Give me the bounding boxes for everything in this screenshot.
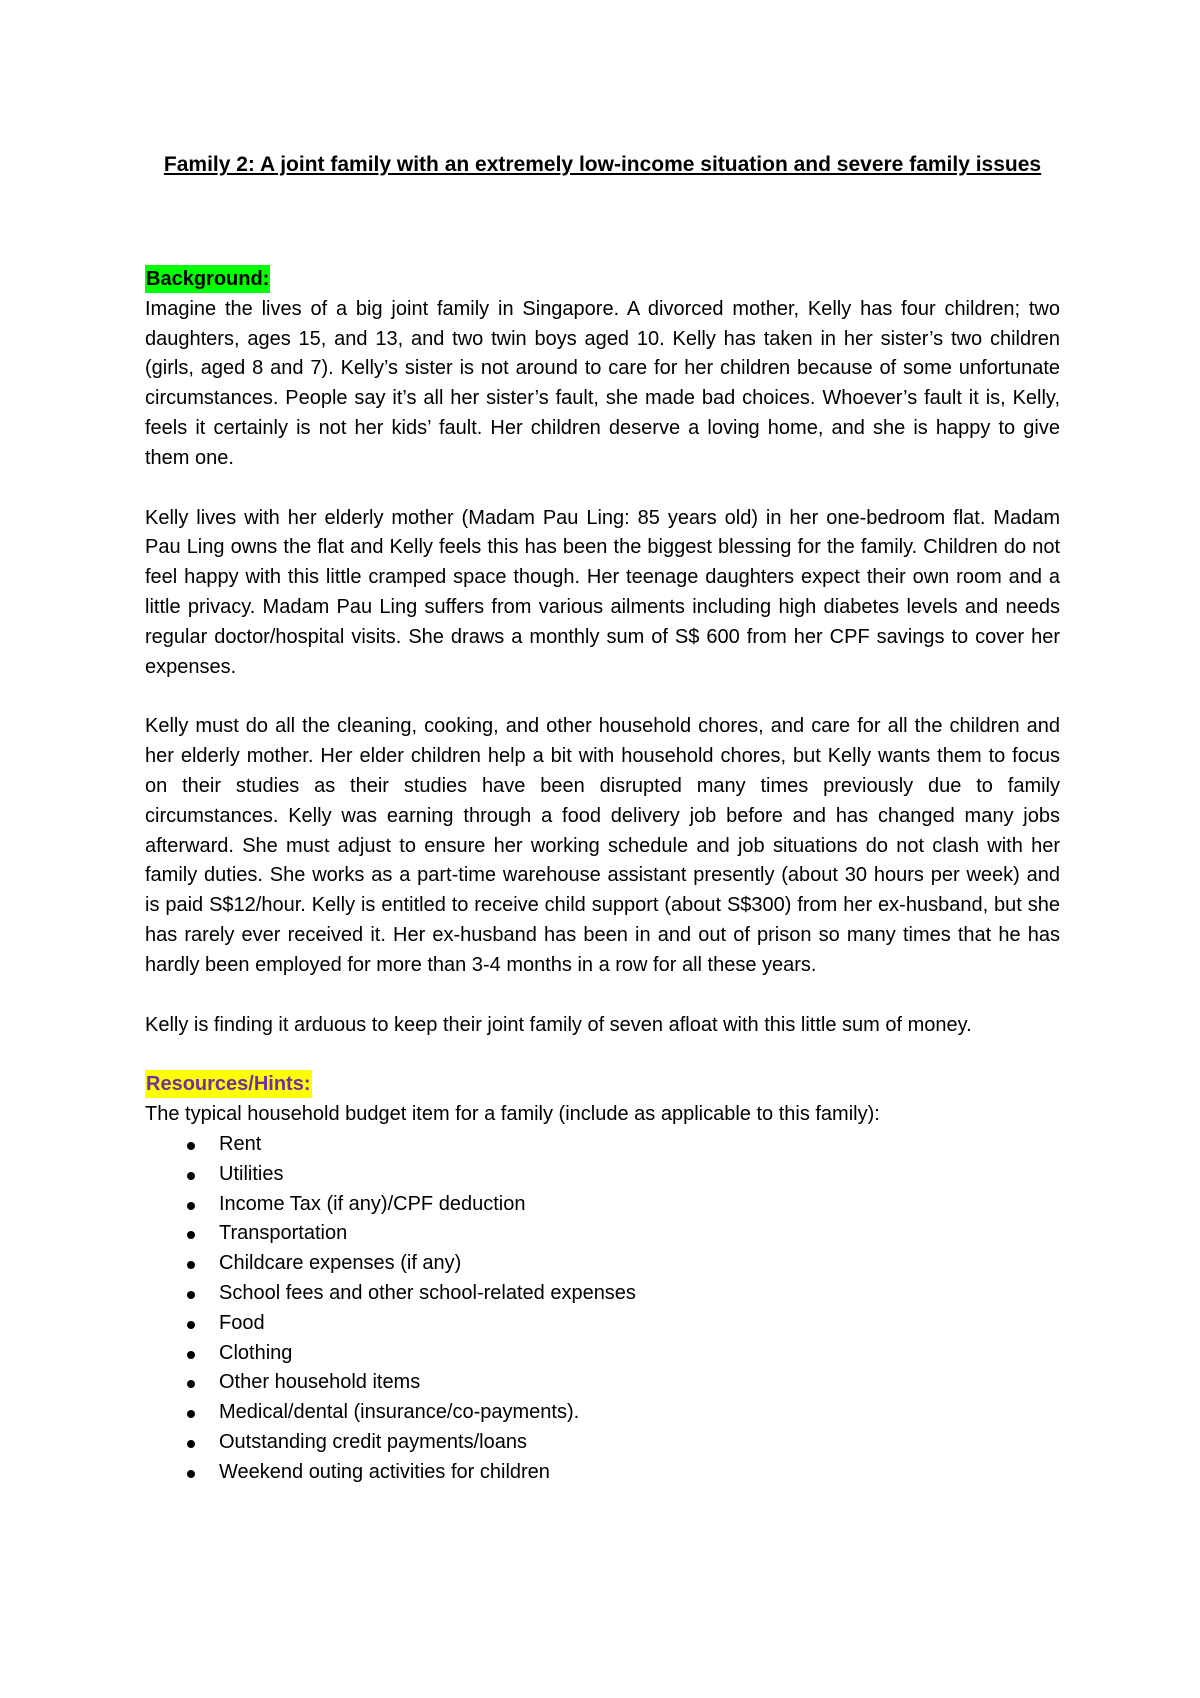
list-item [185, 1428, 1060, 1458]
background-paragraph-2: Kelly lives with her elderly mother (Madam Pau Ling: 85 years old) in her one-bedroom flat. Madam Pau Ling owns the flat and Kelly feels this has been the biggest blessing for the family. Children do not feel happy with this little cramped space though. Her teenage daughters expect their own room and a little privacy. Madam Pau Ling suffers from various ailments including high diabetes levels and needs regular doctor/hospital visits. She draws a monthly sum of S$ 600 from her CPF savings to cover her expenses. [145, 506, 1060, 678]
list-item [185, 1249, 1060, 1279]
bullet-icon [187, 1410, 195, 1418]
budget-item-list [145, 1130, 1060, 1488]
list-item [185, 1130, 1060, 1160]
list-item-label: Rent [219, 1132, 262, 1155]
bullet-icon [187, 1351, 195, 1359]
document-body [145, 265, 1060, 1487]
bullet-icon [187, 1291, 195, 1299]
list-item [185, 1309, 1060, 1339]
list-item-label: Medical/dental (insurance/co-payments). [219, 1401, 580, 1424]
list-item [185, 1398, 1060, 1428]
document-title: Family 2: A joint family with an extremely low-income situation and severe family issues [163, 153, 1042, 176]
background-section [145, 265, 1060, 1040]
bullet-icon [187, 1202, 195, 1210]
list-item-label: School fees and other school-related expenses [219, 1281, 636, 1304]
list-item [185, 1368, 1060, 1398]
list-item [185, 1339, 1060, 1369]
list-item-label: Utilities [219, 1162, 284, 1185]
list-item-label: Food [219, 1311, 265, 1334]
resources-heading: Resources/Hints: [145, 1070, 312, 1098]
list-item-label: Clothing [219, 1341, 293, 1364]
bullet-icon [187, 1172, 195, 1180]
list-item [185, 1190, 1060, 1220]
list-item-label: Other household items [219, 1371, 421, 1394]
bullet-icon [187, 1321, 195, 1329]
list-item [185, 1219, 1060, 1249]
bullet-icon [187, 1261, 195, 1269]
bullet-icon [187, 1470, 195, 1478]
list-item-label: Outstanding credit payments/loans [219, 1430, 527, 1453]
list-item-label: Transportation [219, 1222, 348, 1245]
resources-intro: The typical household budget item for a family (include as applicable to this family): [145, 1103, 880, 1126]
list-item-label: Childcare expenses (if any) [219, 1252, 462, 1275]
list-item [185, 1160, 1060, 1190]
bullet-icon [187, 1231, 195, 1239]
background-paragraph-3: Kelly must do all the cleaning, cooking, and other household chores, and care for all the children and her elderly mother. Her elder children help a bit with household chores, but Kelly wants them to focus on their studies as their studies have been disrupted many times previously due to family circumstances. Kelly was earning through a food delivery job before and has changed many jobs afterward. She must adjust to ensure her working schedule and job situations do not clash with her family duties. She works as a part-time warehouse assistant presently (about 30 hours per week) and is paid S$12/hour. Kelly is entitled to receive child support (about S$300) from her ex-husband, but she has rarely ever received it. Her ex-husband has been in and out of prison so many times that he has hardly been employed for more than 3-4 months in a row for all these years. [145, 715, 1060, 976]
background-heading: Background: [145, 265, 270, 293]
list-item [185, 1279, 1060, 1309]
background-paragraph-4: Kelly is finding it arduous to keep their joint family of seven afloat with this little sum of money. [145, 1013, 972, 1036]
background-paragraph-1: Imagine the lives of a big joint family in Singapore. A divorced mother, Kelly has four children; two daughters, ages 15, and 13, and two twin boys aged 10. Kelly has taken in her sister’s two children (girls, aged 8 and 7). Kelly’s sister is not around to care for her children because of some unfortunate circumstances. People say it’s all her sister’s fault, she made bad choices. Whoever’s fault it is, Kelly, feels it certainly is not her kids’ fault. Her children deserve a loving home, and she is happy to give them one. [145, 297, 1060, 469]
bullet-icon [187, 1142, 195, 1150]
bullet-icon [187, 1440, 195, 1448]
bullet-icon [187, 1380, 195, 1388]
list-item-label: Weekend outing activities for children [219, 1460, 550, 1483]
list-item-label: Income Tax (if any)/CPF deduction [219, 1192, 526, 1215]
list-item [185, 1458, 1060, 1488]
resources-section [145, 1070, 1060, 1487]
